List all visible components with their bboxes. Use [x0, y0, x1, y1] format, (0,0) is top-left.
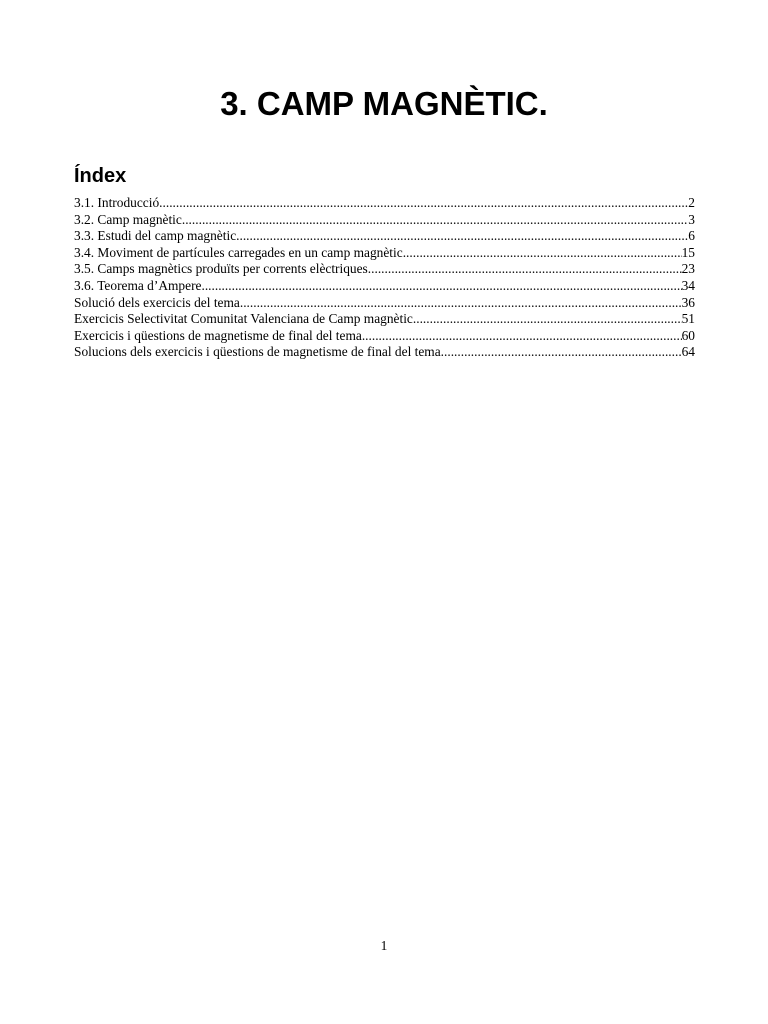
toc-entry-page: 36 — [681, 294, 695, 310]
toc-dot-leader — [240, 295, 682, 312]
toc-entry-page: 34 — [681, 277, 695, 293]
page-number: 1 — [380, 938, 388, 953]
toc-entry-3-5[interactable] — [74, 261, 695, 278]
table-of-contents — [74, 195, 695, 361]
toc-entry-label: 3.6. Teorema d’Ampere — [74, 277, 202, 293]
toc-entry-3-4[interactable] — [74, 245, 695, 262]
toc-entry-solucio[interactable] — [74, 295, 695, 312]
toc-dot-leader — [182, 212, 688, 229]
toc-entry-3-1[interactable] — [74, 195, 695, 212]
toc-dot-leader — [236, 228, 688, 245]
toc-entry-page: 6 — [688, 228, 695, 244]
toc-entry-label: Solucions dels exercicis i qüestions de magnetisme de final del tema. — [74, 344, 445, 360]
toc-dot-leader — [362, 328, 682, 345]
toc-entry-solucions-final[interactable] — [74, 344, 695, 361]
toc-entry-exercicis-final[interactable] — [74, 328, 695, 345]
toc-dot-leader — [201, 278, 681, 295]
toc-dot-leader — [159, 195, 688, 212]
toc-dot-leader — [413, 311, 682, 328]
toc-entry-3-3[interactable] — [74, 228, 695, 245]
toc-entry-3-2[interactable] — [74, 212, 695, 229]
index-heading: Índex — [74, 165, 127, 187]
toc-entry-3-6[interactable] — [74, 278, 695, 295]
toc-entry-label: Exercicis Selectivitat Comunitat Valenciana de Camp magnètic — [74, 311, 413, 327]
toc-dot-leader — [403, 245, 682, 262]
toc-entry-label: 3.2. Camp magnètic — [74, 211, 182, 227]
toc-entry-page: 23 — [681, 261, 695, 277]
toc-dot-leader — [368, 261, 682, 278]
toc-entry-page: 51 — [681, 311, 695, 327]
toc-entry-label: 3.1. Introducció — [74, 195, 160, 210]
toc-entry-selectivitat[interactable] — [74, 311, 695, 328]
toc-entry-label: Exercicis i qüestions de magnetisme de final del tema — [74, 327, 362, 343]
page-title: 3. CAMP MAGNÈTIC. — [220, 85, 548, 122]
toc-entry-page: 64 — [681, 344, 695, 360]
toc-entry-label: 3.3. Estudi del camp magnètic — [74, 228, 237, 244]
toc-entry-page: 15 — [681, 244, 695, 260]
toc-entry-label: 3.5. Camps magnètics produïts per corrents elèctriques — [74, 261, 368, 277]
toc-entry-label: Solució dels exercicis del tema — [74, 294, 240, 310]
toc-entry-page: 60 — [681, 327, 695, 343]
toc-entry-label: 3.4. Moviment de partícules carregades en un camp magnètic — [74, 244, 403, 260]
toc-entry-page: 3 — [688, 211, 695, 227]
toc-entry-page: 2 — [688, 195, 695, 210]
toc-dot-leader — [444, 344, 682, 361]
